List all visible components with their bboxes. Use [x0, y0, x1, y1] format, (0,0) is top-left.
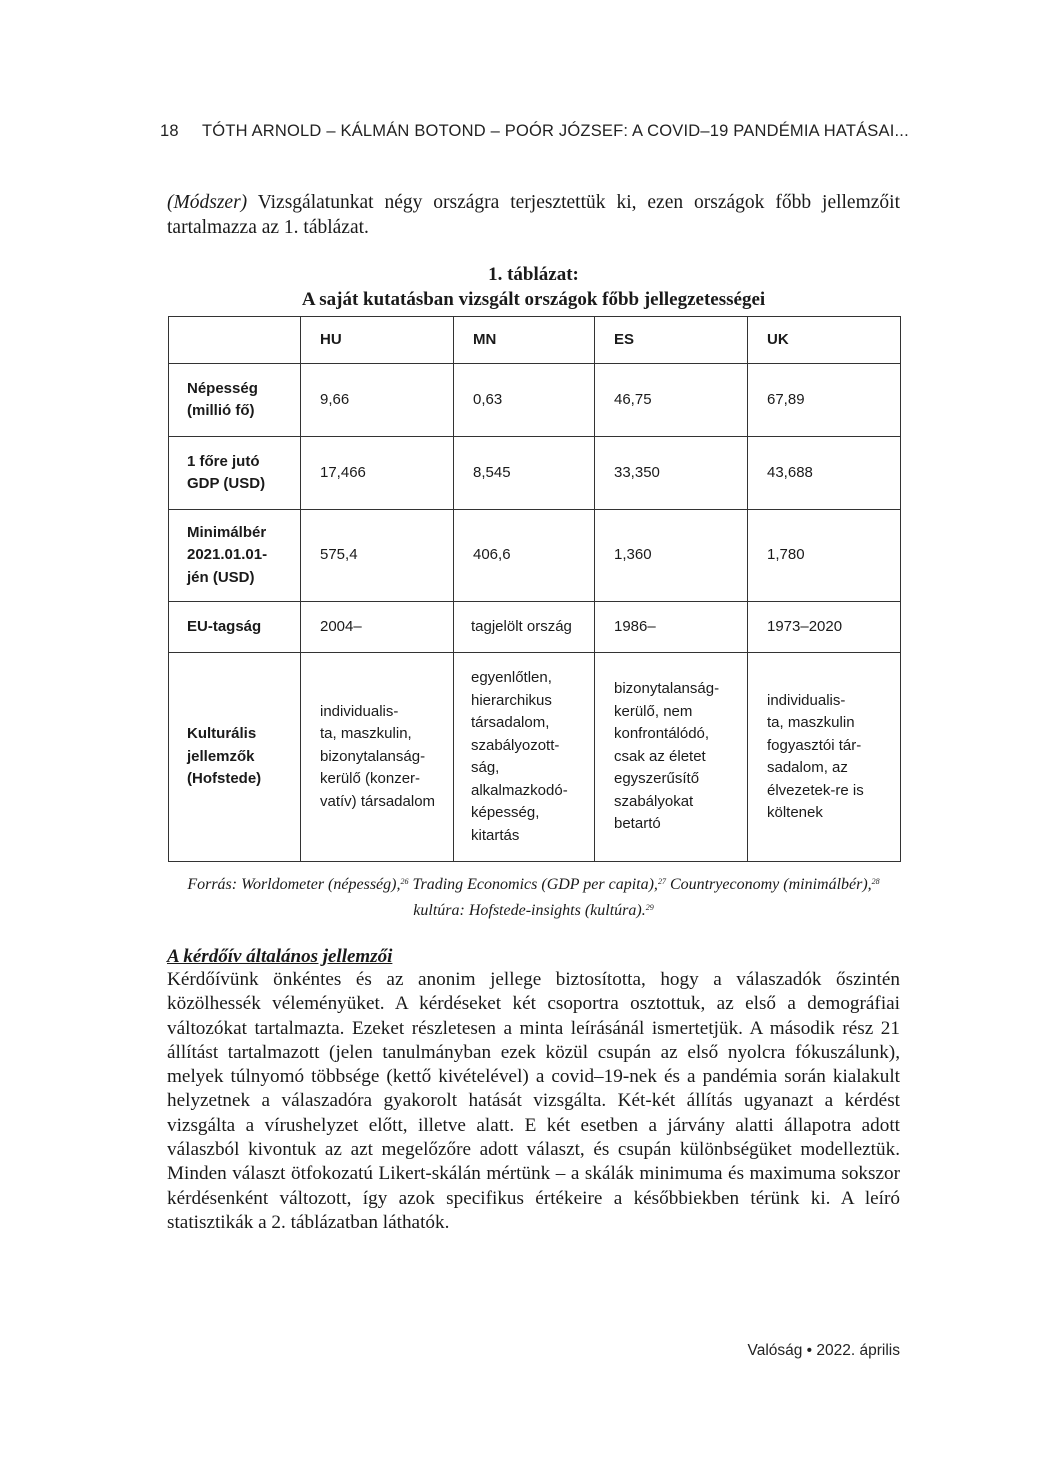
row-label-text: Minimálbér 2021.01.01- jén (USD)	[187, 523, 268, 586]
table-cell: 43,688	[748, 437, 901, 510]
column-header-uk: UK	[748, 317, 901, 364]
table-cell: 0,63	[454, 364, 595, 437]
row-label-text: Népesség (millió fő)	[187, 379, 258, 419]
country-table	[168, 316, 901, 862]
table-cell: 1986–	[595, 602, 748, 653]
table-cell: tagjelölt ország	[454, 602, 595, 653]
row-label-gdp	[169, 437, 301, 510]
footnote-ref: 26	[400, 877, 409, 886]
table-cell: individualis- ta, maszkulin fogyasztói tár- sadalom, az élvezetek-re is költenek	[748, 653, 901, 862]
row-label-eu-membership	[169, 602, 301, 653]
section-heading: A kérdőív általános jellemzői	[167, 946, 393, 967]
table-cell: 1,780	[748, 510, 901, 602]
table-cell: 1973–2020	[748, 602, 901, 653]
row-label-text: 1 főre jutó GDP (USD)	[187, 452, 266, 492]
table-cell: 2004–	[301, 602, 454, 653]
table-cell: 17,466	[301, 437, 454, 510]
row-label-population	[169, 364, 301, 437]
table-cell: 575,4	[301, 510, 454, 602]
row-label-text: Kulturális jellemzők (Hofstede)	[187, 725, 262, 788]
row-label-cultural-traits	[169, 653, 301, 862]
table-corner-cell	[169, 317, 301, 364]
table-row	[169, 437, 901, 510]
footnote-ref: 29	[645, 902, 654, 912]
column-header-mn: MN	[454, 317, 595, 364]
table-cell: 33,350	[595, 437, 748, 510]
table-cell: individualis- ta, maszkulin, bizonytalanság- kerülő (konzer- vatív) társadalom	[301, 653, 454, 862]
source-text: Countryeconomy (minimálbér),	[665, 876, 872, 893]
page-footer: Valóság • 2022. április	[747, 1342, 900, 1359]
table-cell: 1,360	[595, 510, 748, 602]
table-caption	[167, 262, 900, 312]
row-label-minimum-wage	[169, 510, 301, 602]
source-text: Forrás: Worldometer (népesség),	[187, 876, 401, 893]
page-number: 18	[160, 122, 179, 140]
table-cell: egyenlőtlen, hierarchikus társadalom, szabályozott- ság, alkalmazkodó- képesség, kitartás	[454, 653, 595, 862]
source-text: Trading Economics (GDP per capita),	[408, 876, 658, 893]
table-caption-title: A saját kutatásban vizsgált országok főbb jellegzetességei	[301, 289, 766, 310]
column-header-es: ES	[595, 317, 748, 364]
table-header-row	[169, 317, 901, 364]
table-source-note	[167, 871, 900, 922]
table-caption-number: 1. táblázat:	[488, 264, 579, 285]
intro-lead: (Módszer)	[167, 192, 248, 213]
intro-paragraph	[167, 190, 900, 240]
table-cell: 46,75	[595, 364, 748, 437]
column-header-hu: HU	[301, 317, 454, 364]
footnote-ref: 28	[871, 877, 880, 886]
running-title: TÓTH ARNOLD – KÁLMÁN BOTOND – POÓR JÓZSEF: A COVID–19 PANDÉMIA HATÁSAI...	[202, 122, 909, 140]
table-cell: 8,545	[454, 437, 595, 510]
row-label-text: EU-tagság	[187, 617, 262, 635]
source-text: kultúra: Hofstede-insights (kultúra).	[413, 901, 646, 919]
table-row	[169, 510, 901, 602]
table-row	[169, 364, 901, 437]
table-row	[169, 602, 901, 653]
body-paragraph: Kérdőívünk önkéntes és az anonim jellege biztosította, hogy a válaszadók őszintén közölhessék véleményüket. A kérdéseket két csoportra osztottuk, az első a demográfiai változókat tartalmazta. Ezeket részletesen a minta leírásánál ismertetjük. A második rész 21 állítást tartalmazott (jelen tanulmányban ezek közül csupán az első nyolcra fókuszálunk), melyek túlnyomó többsége (kettő kivételével) a covid–19-nek és a pandémia során kialakult helyzetnek a válaszadóra gyakorolt hatását vizsgálta. Két-két állítás ugyanazt a kérdést vizsgálta a vírushelyzet előtt, illetve alatt. E két esetben a járvány alatti állapotra adott válaszból kivontuk az azt megelőzőre adott választ, és csupán különbségüket modelleztük. Minden választ ötfokozatú Likert-skálán mértünk – a skálák minimuma és maximuma sokszor kérdésenként változott, így azok specifikus értékeire a későbbiekben térünk ki. A leíró statisztikák a 2. táblázatban láthatók.	[167, 969, 900, 1233]
table-cell: 9,66	[301, 364, 454, 437]
table-row	[169, 653, 901, 862]
intro-text: Vizsgálatunkat négy országra terjesztettük ki, ezen országok főbb jellemzőit tartalmazza az 1. táblázat.	[167, 192, 900, 238]
table-cell: 406,6	[454, 510, 595, 602]
running-header	[160, 122, 909, 141]
footnote-ref: 27	[657, 877, 666, 886]
table-cell: 67,89	[748, 364, 901, 437]
table-cell: bizonytalanság- kerülő, nem konfrontálódó, csak az életet egyszerűsítő szabályokat betartó	[595, 653, 748, 862]
